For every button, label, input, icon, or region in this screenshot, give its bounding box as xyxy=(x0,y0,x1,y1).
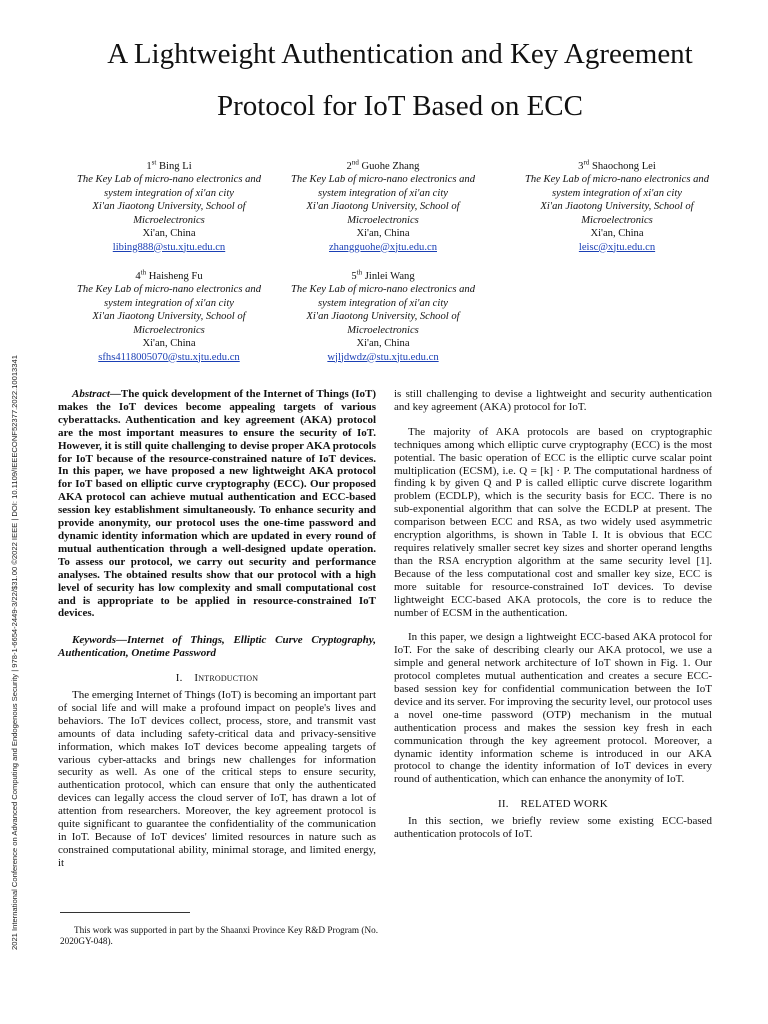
author-affiliation-univ: Xi'an Jiaotong University, School of Microelectronics xyxy=(540,201,694,226)
footnote-divider xyxy=(60,912,190,913)
section-heading-related-work: II. RELATED WORK xyxy=(498,798,608,811)
abstract xyxy=(58,388,376,620)
author-name: Jinlei Wang xyxy=(364,270,415,282)
author-name: Haisheng Fu xyxy=(148,270,203,282)
section-heading-introduction: I. Introduction xyxy=(175,672,259,685)
author-affiliation-lab: The Key Lab of micro-nano electronics and system integration of xi'an city xyxy=(77,284,261,309)
keywords: Keywords—Internet of Things, Elliptic Curve Cryptography, Authentication, Onetime Password xyxy=(58,634,376,660)
author-affiliation-univ: Xi'an Jiaotong University, School of Microelectronics xyxy=(306,201,460,226)
author-block-5: 5th Jinlei Wang The Key Lab of micro-nano electronics and system integration of xi'an city Xi'an Jiaotong University, School of Microelectronics Xi'an, China wjljdwdz@stu.xjtu.edu.cn xyxy=(288,266,478,364)
author-block-1: 1st Bing Li The Key Lab of micro-nano electronics and system integration of xi'an city Xi'an Jiaotong University, School of Microelectronics Xi'an, China libing888@stu.xjtu.edu.cn xyxy=(74,156,264,254)
author-email-link[interactable]: zhangguohe@xjtu.edu.cn xyxy=(328,241,437,253)
author-affiliation-lab: The Key Lab of micro-nano electronics and system integration of xi'an city xyxy=(77,174,261,199)
abstract-text: —The quick development of the Internet of Things (IoT) makes the IoT devices become appealing targets of various cyberattacks. Authentication and key agreement (AKA) protocol are the most important measures to ensure the security of IoT. However, it is still quite challenging to devise proper AKA protocols for IoT because of the resource-constrained nature of IoT devices. In this paper, we have proposed a new lightweight AKA protocol for IoT based on elliptic curve cryptography (ECC). Our proposed AKA protocol can achieve mutual authentication and ECC-based session key establishment simultaneously. To enhance security and provide anonymity, our protocol uses the one-time password and dynamic identity information which are updated in every round of mutual authentication through a well-designed update operation. To assess our protocol, we carry out security and performance analyses. The obtained results show that our protocol with a high level of security has low complexity and small computational cost and is appropriate to be applied in resource-constrained IoT devices. xyxy=(58,388,376,620)
funding-footnote: This work was supported in part by the Shaanxi Province Key R&D Program (No. 2020GY-048). xyxy=(60,925,378,947)
author-affiliation-lab: The Key Lab of micro-nano electronics and system integration of xi'an city xyxy=(291,284,475,309)
author-email-link[interactable]: wjljdwdz@stu.xjtu.edu.cn xyxy=(327,351,439,363)
author-affiliation-lab: The Key Lab of micro-nano electronics and system integration of xi'an city xyxy=(291,174,475,199)
author-name: Bing Li xyxy=(158,160,192,172)
intro-paragraph: The emerging Internet of Things (IoT) is becoming an important part of social life and will make a profound impact on people's lives and behaviors. The IoT devices collect, process, store, and transmit vast amounts of data including safety-critical data and privacy-sensitive information, which makes IoT devices become appealing targets of various cyber-attacks and brings new challenges for information security as well. As one of the critical steps to ensure security, authentication protocol, which can ensure that only the authenticated devices can legally access the cloud server of IoT, has drawn a lot of attention from researchers. Moreover, the key agreement protocol is quite significant to guarantee the confidentiality of the communication in IoT. Because of IoT devices' limited resources in nature such as constrained computational ability, minimal storage, and limited energy, it xyxy=(58,689,376,869)
author-block-4: 4th Haisheng Fu The Key Lab of micro-nano electronics and system integration of xi'an city Xi'an Jiaotong University, School of Microelectronics Xi'an, China sfhs4118005070@stu.xjtu.edu.cn xyxy=(56,266,282,364)
author-affiliation-lab: The Key Lab of micro-nano electronics and system integration of xi'an city xyxy=(525,174,709,199)
author-email-link[interactable]: libing888@stu.xjtu.edu.cn xyxy=(112,241,226,253)
title-line-2: Protocol for IoT Based on ECC xyxy=(217,90,583,122)
author-email-link[interactable]: sfhs4118005070@stu.xjtu.edu.cn xyxy=(98,351,240,363)
author-affiliation-univ: Xi'an Jiaotong University, School of Microelectronics xyxy=(92,311,246,336)
paper-title xyxy=(40,28,760,132)
author-block-2: 2nd Guohe Zhang The Key Lab of micro-nano electronics and system integration of xi'an city Xi'an Jiaotong University, School of Microelectronics Xi'an, China zhangguohe@xjtu.edu.cn xyxy=(288,156,478,254)
author-email-link[interactable]: leisc@xjtu.edu.cn xyxy=(578,241,656,253)
conference-side-strip xyxy=(10,260,26,950)
title-line-1: A Lightweight Authentication and Key Agreement xyxy=(107,38,693,70)
abstract-label: Abstract xyxy=(72,388,110,400)
ecc-paragraph: The majority of AKA protocols are based on cryptographic techniques among which elliptic curve cryptography (ECC) is the most potential. The basic operation of ECC is the elliptic curve scalar point multiplication (ECSM), i.e. Q = [k] · P. The computational hardness of finding k by given Q and P is called elliptic curve discrete logarithm problem (ECDLP), which is the security basis for ECC. There is no sub-exponential algorithm that can solve the ECDLP at present. The comparison between ECC and RSA, as two widely used asymmetric encryption algorithms, is shown in Table I. It is obvious that ECC requires relatively smaller secret key sizes and shorter operand lengths than the RSA encryption algorithm at the same security level [1]. Because of the less computational cost and smaller key size, ECC is more suitable for resource-constrained IoT devices. To devise lightweight ECC-based AKA protocols, the core is to reduce the number of ECSM in the authentication. xyxy=(394,425,712,619)
author-location: Xi'an, China xyxy=(356,228,410,240)
author-location: Xi'an, China xyxy=(142,338,196,350)
left-column xyxy=(58,388,376,870)
author-location: Xi'an, China xyxy=(590,228,644,240)
author-name: Shaochong Lei xyxy=(591,160,656,172)
author-affiliation-univ: Xi'an Jiaotong University, School of Microelectronics xyxy=(306,311,460,336)
contribution-paragraph: In this paper, we design a lightweight ECC-based AKA protocol for IoT. For the sake of describing clearly our AKA protocol, we use a simple and general network architecture of IoT shown in Fig. 1. Our protocol completes mutual authentication and creates a secure ECC-based session key for confidential communication between the IoT device and its server. For improving the security level, our protocol uses a novel one-time password (OTP) mechanism in the mutual authentication process and makes the session key fresh in each communication through the key agreement protocol. Moreover, a dynamic identity information scheme is introduced in our AKA protocol to change the identity information of IoT devices in every round of authentication, which can enhance the anonymity of IoT. xyxy=(394,631,713,786)
related-work-paragraph: In this section, we briefly review some existing ECC-based authentication protocols of IoT. xyxy=(394,815,712,841)
right-column xyxy=(394,388,712,841)
author-name: Guohe Zhang xyxy=(361,160,420,172)
conference-doi-text: 2021 International Conference on Advanced Computing and Endogenous Security | 978-1-6654-2449-3/22/$31.00 ©2022 IEEE | DOI: 10.1109/IEEECONF52377.2022.10013341 xyxy=(10,355,19,950)
author-location: Xi'an, China xyxy=(356,338,410,350)
author-location: Xi'an, China xyxy=(142,228,196,240)
author-block-3: 3rd Shaochong Lei The Key Lab of micro-nano electronics and system integration of xi'an city Xi'an Jiaotong University, School of Microelectronics Xi'an, China leisc@xjtu.edu.cn xyxy=(522,156,712,254)
author-affiliation-univ: Xi'an Jiaotong University, School of Microelectronics xyxy=(92,201,246,226)
intro-continuation: is still challenging to devise a lightweight and security authentication and key agreement (AKA) protocol for IoT. xyxy=(394,388,712,413)
